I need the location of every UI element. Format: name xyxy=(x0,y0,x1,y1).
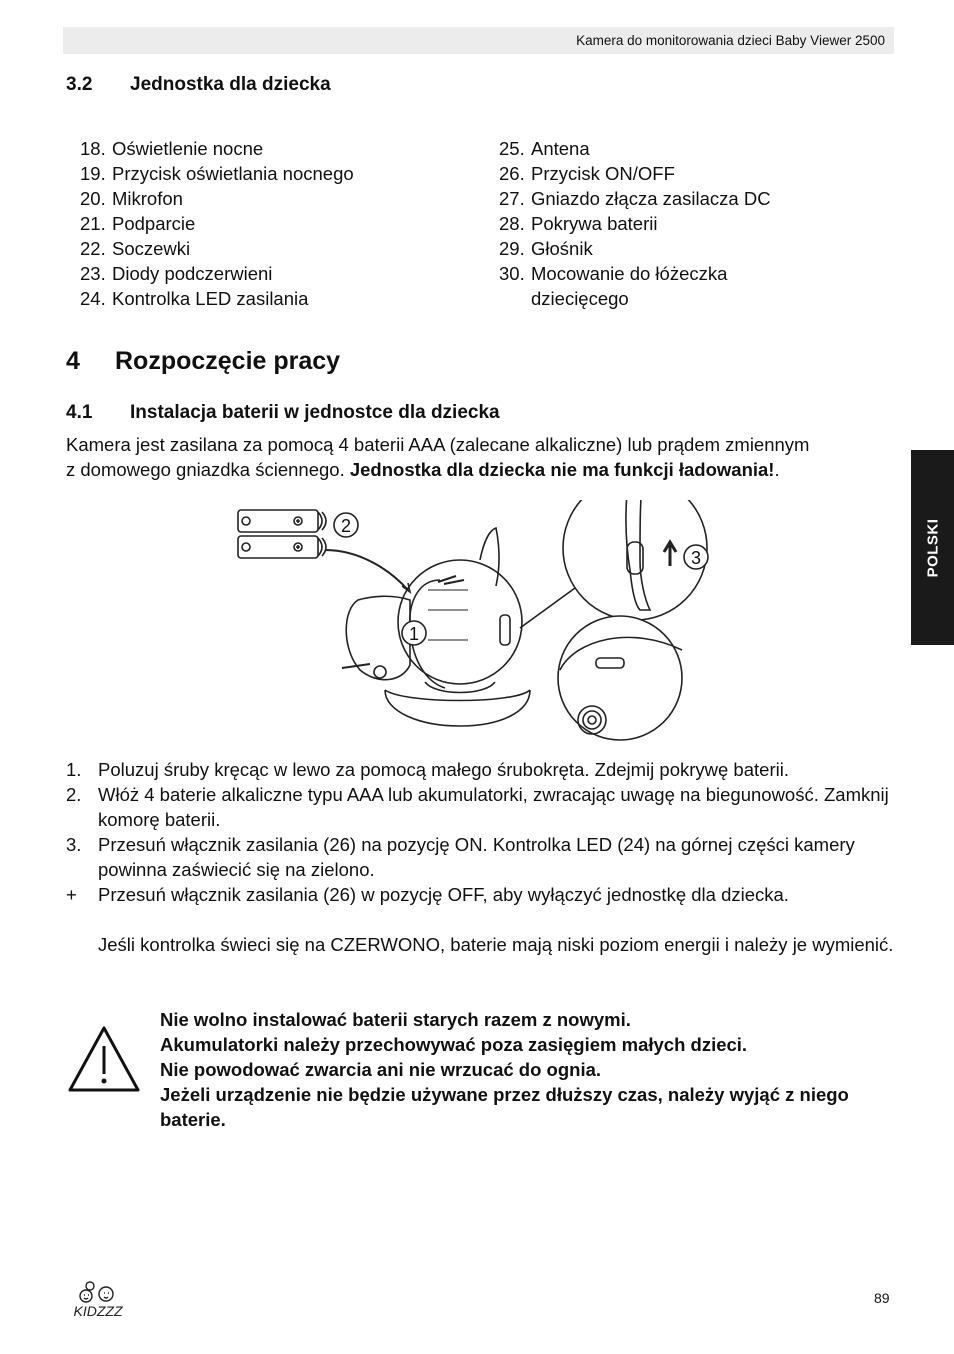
part-number: 30. xyxy=(499,263,525,284)
switch-detail-illustration xyxy=(520,500,707,628)
part-number: 28. xyxy=(499,213,525,234)
section-number: 4 xyxy=(66,347,80,375)
part-label: dziecięcego xyxy=(531,288,629,309)
kidzzz-logo xyxy=(62,1276,136,1322)
part-label: Diody podczerwieni xyxy=(112,263,273,284)
page-header xyxy=(63,27,894,54)
part-number: 19. xyxy=(80,163,106,184)
header-title: Kamera do monitorowania dzieci Baby Viewer 2500 xyxy=(576,33,885,48)
section-title: Jednostka dla dziecka xyxy=(130,74,331,95)
language-tab xyxy=(911,450,954,645)
section-4-1-heading xyxy=(66,402,766,426)
warning-line: Nie powodować zwarcia ani nie wrzucać do ognia. xyxy=(160,1059,602,1080)
parts-list-left xyxy=(80,136,480,311)
step-mark: 3. xyxy=(66,834,82,855)
speaker-detail-illustration xyxy=(558,616,682,740)
section-number: 4.1 xyxy=(66,402,93,423)
callout-2: 2 xyxy=(340,516,352,536)
part-number: 18. xyxy=(80,138,106,159)
part-label: Głośnik xyxy=(531,238,593,259)
step-text: Włóż 4 baterie alkaliczne typu AAA lub akumulatorki, zwracając uwagę na biegunowość. Zamknij komorę baterii. xyxy=(98,784,889,830)
part-item xyxy=(80,286,480,311)
part-label: Mikrofon xyxy=(112,188,183,209)
step-mark: 2. xyxy=(66,784,82,805)
part-item xyxy=(499,286,899,311)
warning-text xyxy=(160,1007,890,1132)
part-item xyxy=(499,136,899,161)
step-note xyxy=(66,932,896,957)
step-item xyxy=(66,782,896,832)
warning-line: Nie wolno instalować baterii starych razem z nowymi. xyxy=(160,1009,631,1030)
warning-line: Akumulatorki należy przechowywać poza zasięgiem małych dzieci. xyxy=(160,1034,748,1055)
part-label: Podparcie xyxy=(112,213,196,234)
part-label: Przycisk ON/OFF xyxy=(531,163,675,184)
part-item xyxy=(80,186,480,211)
part-number: 21. xyxy=(80,213,106,234)
part-item xyxy=(80,211,480,236)
part-number: 20. xyxy=(80,188,106,209)
part-item xyxy=(80,161,480,186)
step-mark: 1. xyxy=(66,759,82,780)
parts-list-right xyxy=(499,136,899,311)
part-label: Pokrywa baterii xyxy=(531,213,658,234)
logo-lettering: KIDZZZ xyxy=(73,1303,123,1319)
battery-installation-figure xyxy=(230,500,720,745)
section-3-2-heading xyxy=(66,74,666,98)
part-number: 26. xyxy=(499,163,525,184)
page-number: 89 xyxy=(874,1290,890,1306)
part-label: Kontrolka LED zasilania xyxy=(112,288,309,309)
part-label: Soczewki xyxy=(112,238,191,259)
part-label: Mocowanie do łóżeczka xyxy=(531,263,728,284)
step-mark: + xyxy=(66,884,77,905)
intro-line-1: Kamera jest zasilana za pomocą 4 baterii AAA (zalecane alkaliczne) lub prądem zmiennym xyxy=(66,434,810,455)
part-number: 23. xyxy=(80,263,106,284)
callout-1: 1 xyxy=(408,624,420,644)
intro-period: . xyxy=(774,459,780,480)
note-text: Jeśli kontrolka świeci się na CZERWONO, baterie mają niski poziom energii i należy je wymienić. xyxy=(98,934,894,955)
part-item xyxy=(499,261,899,286)
warning-line: Jeżeli urządzenie nie będzie używane przez dłuższy czas, należy wyjąć z niego baterie. xyxy=(160,1084,849,1130)
intro-text: z domowego gniazdka ściennego. xyxy=(66,459,350,480)
callout-3: 3 xyxy=(690,548,702,568)
step-item xyxy=(66,882,896,907)
part-label: Oświetlenie nocne xyxy=(112,138,264,159)
part-item xyxy=(80,261,480,286)
part-number: 27. xyxy=(499,188,525,209)
part-number: 24. xyxy=(80,288,106,309)
part-item xyxy=(80,236,480,261)
intro-bold-text: Jednostka dla dziecka nie ma funkcji ładowania! xyxy=(349,459,775,480)
section-4-heading xyxy=(66,347,666,379)
part-item xyxy=(499,211,899,236)
warning-icon xyxy=(66,1024,142,1094)
part-item xyxy=(80,136,480,161)
part-label: Antena xyxy=(531,138,590,159)
language-tab-label: POLSKI xyxy=(924,518,941,577)
part-item xyxy=(499,236,899,261)
part-label: Przycisk oświetlania nocnego xyxy=(112,163,354,184)
part-item xyxy=(499,161,899,186)
part-item xyxy=(499,186,899,211)
intro-paragraph xyxy=(66,432,896,482)
part-number: 22. xyxy=(80,238,106,259)
step-text: Przesuń włącznik zasilania (26) w pozycję OFF, aby wyłączyć jednostkę dla dziecka. xyxy=(98,884,789,905)
step-item xyxy=(66,832,896,882)
part-label: Gniazdo złącza zasilacza DC xyxy=(531,188,771,209)
installation-steps xyxy=(66,757,896,957)
section-title: Rozpoczęcie pracy xyxy=(115,347,341,375)
step-text: Przesuń włącznik zasilania (26) na pozycję ON. Kontrolka LED (24) na górnej części kamery powinna zaświecić się na zielono. xyxy=(98,834,855,880)
part-number: 29. xyxy=(499,238,525,259)
camera-body-illustration xyxy=(342,528,530,726)
section-number: 3.2 xyxy=(66,74,93,95)
step-item xyxy=(66,757,896,782)
intro-line-2 xyxy=(66,457,896,482)
batteries-illustration xyxy=(238,510,326,558)
step-text: Poluzuj śruby kręcąc w lewo za pomocą małego śrubokręta. Zdejmij pokrywę baterii. xyxy=(98,759,789,780)
section-title: Instalacja baterii w jednostce dla dziecka xyxy=(130,402,500,423)
part-number: 25. xyxy=(499,138,525,159)
